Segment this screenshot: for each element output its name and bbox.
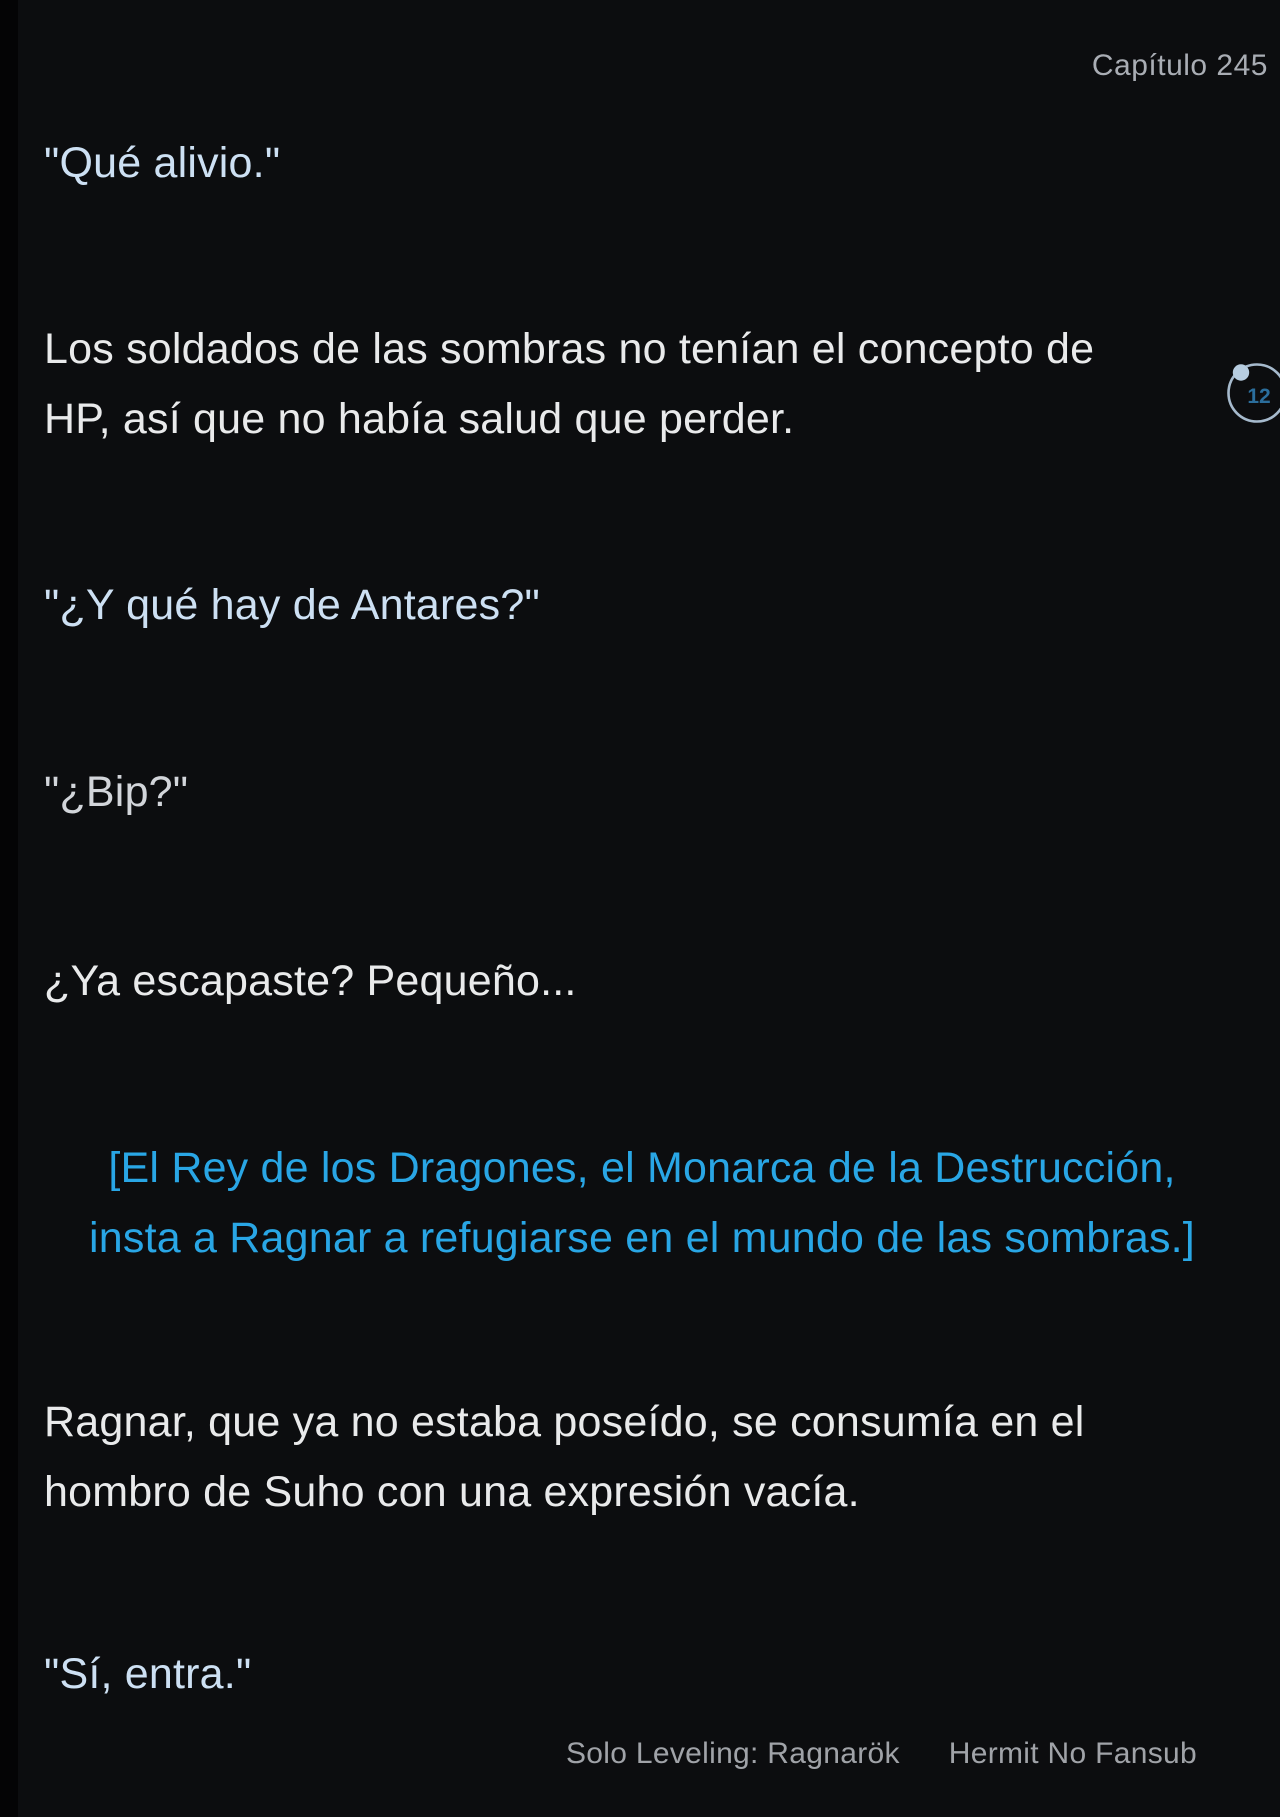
narration-paragraph bbox=[44, 946, 1240, 1016]
text-line: HP, así que no había salud que perder. bbox=[44, 395, 795, 443]
text-line: Los soldados de las sombras no tenían el concepto de bbox=[44, 325, 1095, 373]
text-line: [El Rey de los Dragones, el Monarca de la Destrucción, bbox=[108, 1144, 1176, 1192]
dialogue-paragraph bbox=[44, 570, 1240, 640]
comment-count-badge[interactable] bbox=[1226, 362, 1280, 424]
progress-dot-icon bbox=[1233, 364, 1249, 380]
chapter-text bbox=[0, 128, 1280, 1774]
text-line: "¿Bip?" bbox=[44, 768, 189, 816]
text-line: "Qué alivio." bbox=[44, 139, 281, 187]
fansub-credit: Hermit No Fansub bbox=[948, 1737, 1197, 1770]
system-message bbox=[44, 1133, 1240, 1273]
text-line: insta a Ragnar a refugiarse en el mundo de las sombras.] bbox=[89, 1214, 1195, 1262]
narration-paragraph bbox=[44, 314, 1240, 454]
dialogue-paragraph bbox=[44, 128, 1240, 198]
text-line: ¿Ya escapaste? Pequeño... bbox=[44, 957, 577, 1005]
novel-title: Solo Leveling: Ragnarök bbox=[566, 1737, 900, 1770]
left-edge-strip bbox=[0, 0, 18, 1817]
dialogue-paragraph bbox=[44, 1639, 1240, 1709]
dialogue-paragraph bbox=[44, 757, 1240, 827]
badge-count-text: 12 bbox=[1247, 385, 1271, 408]
chapter-label: Capítulo 245 bbox=[1091, 49, 1268, 82]
progress-ring-icon bbox=[1226, 362, 1280, 424]
text-line: hombro de Suho con una expresión vacía. bbox=[44, 1468, 860, 1516]
narration-paragraph bbox=[44, 1387, 1240, 1527]
page-footer bbox=[44, 1734, 1240, 1774]
text-line: "¿Y qué hay de Antares?" bbox=[44, 581, 540, 629]
text-line: "Sí, entra." bbox=[44, 1650, 252, 1698]
text-line: Ragnar, que ya no estaba poseído, se consumía en el bbox=[44, 1398, 1085, 1446]
